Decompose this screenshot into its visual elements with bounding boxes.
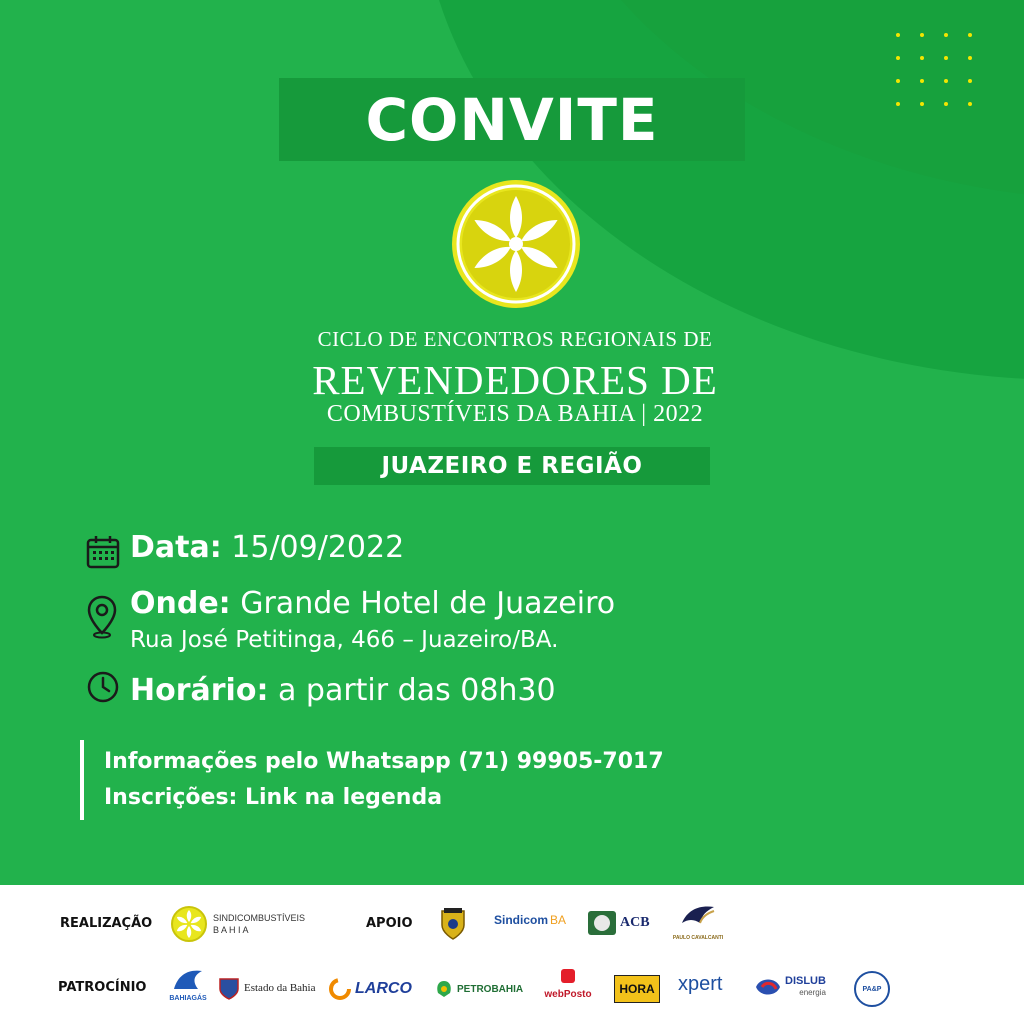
decorative-dot-grid	[896, 33, 986, 113]
coat-of-arms-icon	[218, 975, 240, 1001]
paulo-cavalcanti-logo	[672, 903, 724, 941]
region-banner	[314, 447, 710, 485]
region-label: JUAZEIRO E REGIÃO	[381, 453, 643, 479]
date-label: Data:	[130, 530, 222, 565]
acb-logo	[586, 907, 650, 939]
where-line	[130, 586, 615, 621]
realizacao-label: REALIZAÇÃO	[60, 916, 153, 931]
event-subtitle-line1: CICLO DE ENCONTROS REGIONAIS DE	[317, 327, 713, 351]
time-line	[130, 673, 556, 708]
sponsors-footer	[0, 885, 1024, 1024]
xpert-logo	[678, 973, 722, 996]
prf-badge-icon	[440, 907, 466, 941]
larco-name: LARCO	[355, 980, 412, 997]
dislub-name: DISLUB	[785, 975, 826, 987]
hora-logo	[614, 975, 660, 1003]
bahiagas-name: BAHIAGÁS	[169, 995, 207, 1002]
date-line	[130, 530, 404, 565]
decorative-dot	[944, 102, 948, 106]
where-value: Grande Hotel de Juazeiro	[230, 586, 616, 621]
sindicom-name: Sindicom	[494, 913, 549, 927]
sindi-name: SINDICOMBUSTÍVEIS	[213, 913, 306, 923]
larco-logo	[328, 977, 412, 1001]
decorative-dot	[968, 33, 972, 37]
event-title: REVENDEDORES DE	[312, 357, 718, 403]
dislub-drop-icon	[754, 975, 782, 999]
petrobahia-mark-icon	[434, 979, 454, 999]
decorative-dot	[896, 33, 900, 37]
clock-icon	[86, 670, 120, 704]
registration-info: Inscrições: Link na legenda	[104, 785, 443, 810]
webposto-name: webPosto	[544, 989, 592, 1000]
decorative-dot	[944, 33, 948, 37]
webposto-logo	[540, 969, 596, 1000]
apoio-label: APOIO	[366, 916, 413, 931]
petrobahia-name: PETROBAHIA	[457, 983, 524, 995]
sindi-state: B A H I A	[213, 925, 249, 935]
whatsapp-info: Informações pelo Whatsapp (71) 99905-7017	[104, 749, 664, 774]
page-title: CONVITE	[365, 85, 659, 154]
address-line: Rua José Petitinga, 466 – Juazeiro/BA.	[130, 627, 559, 653]
time-value: a partir das 08h30	[268, 673, 556, 708]
decorative-dot	[920, 56, 924, 60]
acb-crest-icon	[586, 907, 618, 939]
location-pin-icon	[86, 595, 118, 639]
estado-name: Estado da Bahia	[244, 982, 316, 994]
decorative-dot	[920, 79, 924, 83]
time-label: Horário:	[130, 673, 269, 708]
event-subtitle-line3: COMBUSTÍVEIS DA BAHIA | 2022	[326, 401, 704, 427]
webposto-pump-icon	[557, 969, 579, 985]
paulo-name: PAULO CAVALCANTI	[672, 935, 724, 941]
acb-name: ACB	[620, 915, 650, 930]
flame-icon	[170, 967, 206, 991]
calendar-icon	[86, 535, 120, 569]
flower-logo-icon	[170, 905, 208, 943]
decorative-dot	[896, 102, 900, 106]
dislub-sub: energia	[799, 988, 826, 997]
hora-name: HORA	[619, 982, 655, 996]
decorative-dot	[944, 79, 948, 83]
pap-logo	[854, 971, 890, 1007]
pap-name: PA&P	[862, 985, 882, 993]
where-label: Onde:	[130, 586, 231, 621]
decorative-dot	[968, 56, 972, 60]
title-banner	[279, 78, 745, 161]
sindicombustiveis-logo	[170, 905, 305, 943]
event-flower-logo	[450, 178, 582, 310]
decorative-dot	[920, 33, 924, 37]
sindicom-state: BA	[550, 913, 567, 927]
contact-divider	[80, 740, 84, 820]
patrocinio-label: PATROCÍNIO	[58, 980, 147, 995]
eagle-icon	[680, 903, 716, 931]
decorative-dot	[968, 79, 972, 83]
sindicom-ba-logo	[494, 913, 566, 927]
decorative-dot	[896, 79, 900, 83]
petrobahia-logo	[434, 979, 523, 999]
decorative-dot	[920, 102, 924, 106]
xpert-name: xpert	[678, 973, 723, 995]
decorative-dot	[968, 102, 972, 106]
larco-swirl-icon	[328, 977, 352, 1001]
decorative-dot	[896, 56, 900, 60]
date-value: 15/09/2022	[221, 530, 405, 565]
decorative-dot	[944, 56, 948, 60]
estado-bahia-logo	[218, 975, 315, 1001]
bahiagas-logo	[166, 967, 210, 1002]
dislub-logo	[754, 975, 826, 999]
